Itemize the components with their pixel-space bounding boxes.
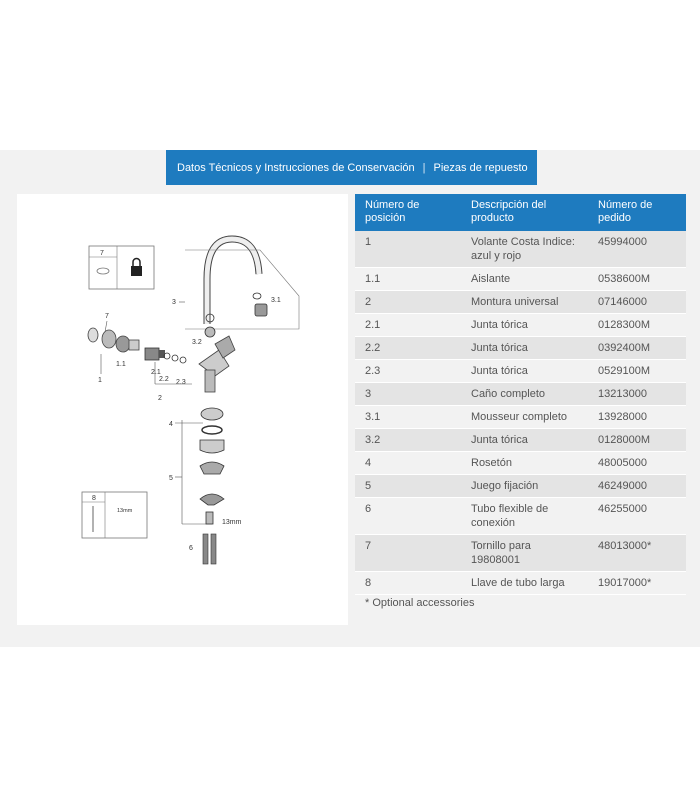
table-row	[355, 475, 686, 498]
label-3-1: 3.1	[271, 297, 281, 304]
table-row	[355, 383, 686, 406]
cell-description: Caño completo	[461, 383, 588, 406]
label-2: 2	[158, 395, 162, 402]
label-4: 4	[169, 421, 173, 428]
spout-assembly	[172, 239, 299, 346]
label-7-inset: 7	[100, 250, 104, 257]
diagram-svg	[17, 194, 348, 625]
header-position: Número de posición	[355, 194, 461, 231]
cell-position: 3	[355, 383, 461, 406]
table-row	[355, 337, 686, 360]
cell-order-number: 48005000	[588, 452, 686, 475]
table-header-row	[355, 194, 686, 231]
spare-parts-table	[355, 194, 686, 595]
cell-description: Aislante	[461, 268, 588, 291]
cell-position: 7	[355, 535, 461, 572]
cell-order-number: 13213000	[588, 383, 686, 406]
cell-position: 3.2	[355, 429, 461, 452]
table-row	[355, 452, 686, 475]
label-8: 8	[92, 495, 96, 502]
table-row	[355, 429, 686, 452]
table-row	[355, 360, 686, 383]
fixing-set	[169, 420, 242, 526]
label-1-1: 1.1	[116, 361, 126, 368]
table-row	[355, 498, 686, 535]
cell-position: 1.1	[355, 268, 461, 291]
lock-icon	[131, 259, 142, 277]
header-description: Descripción del producto	[461, 194, 588, 231]
parts-table-container	[355, 194, 686, 595]
cell-description: Mousseur completo	[461, 406, 588, 429]
label-1: 1	[98, 377, 102, 384]
inset-box-8	[82, 492, 147, 538]
cell-order-number: 0538600M	[588, 268, 686, 291]
table-row	[355, 314, 686, 337]
inset-box-7	[89, 246, 154, 289]
cell-description: Junta tórica	[461, 360, 588, 383]
label-13mm-wrench: 13mm	[117, 508, 133, 514]
label-13mm-nut: 13mm	[222, 519, 242, 526]
cell-order-number: 13928000	[588, 406, 686, 429]
cell-position: 2	[355, 291, 461, 314]
table-row	[355, 572, 686, 595]
cell-order-number: 0529100M	[588, 360, 686, 383]
cell-position: 3.1	[355, 406, 461, 429]
table-row	[355, 291, 686, 314]
cell-description: Llave de tubo larga	[461, 572, 588, 595]
cell-order-number: 07146000	[588, 291, 686, 314]
cell-position: 1	[355, 231, 461, 268]
cell-position: 2.3	[355, 360, 461, 383]
tab-datos-tecnicos[interactable]: Datos Técnicos y Instrucciones de Conservación	[177, 161, 415, 174]
header-order-number: Número de pedido	[588, 194, 686, 231]
tab-bar	[166, 150, 537, 185]
cell-position: 6	[355, 498, 461, 535]
cell-order-number: 0128000M	[588, 429, 686, 452]
table-row	[355, 231, 686, 268]
flexible-hoses	[189, 534, 216, 564]
cell-position: 8	[355, 572, 461, 595]
rosette	[169, 408, 223, 434]
label-3: 3	[172, 299, 176, 306]
cell-order-number: 0128300M	[588, 314, 686, 337]
cell-position: 5	[355, 475, 461, 498]
label-7: 7	[105, 313, 109, 320]
cell-description: Junta tórica	[461, 314, 588, 337]
table-body	[355, 231, 686, 595]
cell-description: Junta tórica	[461, 429, 588, 452]
tab-piezas-de-repuesto[interactable]: Piezas de repuesto	[433, 161, 528, 174]
label-2-3: 2.3	[176, 379, 186, 386]
cell-position: 2.2	[355, 337, 461, 360]
exploded-parts-diagram	[17, 194, 348, 625]
handle-assembly	[88, 313, 139, 384]
tap-body	[199, 336, 235, 392]
cell-description: Volante Costa Indice: azul y rojo	[461, 231, 588, 268]
label-2-1: 2.1	[151, 369, 161, 376]
cell-position: 4	[355, 452, 461, 475]
cartridge-assembly	[145, 348, 192, 402]
cell-order-number: 46249000	[588, 475, 686, 498]
footnote-optional-accessories: * Optional accessories	[365, 597, 475, 609]
cell-description: Tornillo para 19808001	[461, 535, 588, 572]
label-5: 5	[169, 475, 173, 482]
cell-order-number: 19017000*	[588, 572, 686, 595]
cell-description: Rosetón	[461, 452, 588, 475]
label-2-2: 2.2	[159, 376, 169, 383]
cell-description: Montura universal	[461, 291, 588, 314]
cell-order-number: 0392400M	[588, 337, 686, 360]
tab-separator: |	[422, 161, 426, 174]
cell-description: Tubo flexible de conexión	[461, 498, 588, 535]
cell-order-number: 46255000	[588, 498, 686, 535]
cell-description: Juego fijación	[461, 475, 588, 498]
table-row	[355, 268, 686, 291]
table-row	[355, 406, 686, 429]
table-row	[355, 535, 686, 572]
cell-order-number: 48013000*	[588, 535, 686, 572]
cell-position: 2.1	[355, 314, 461, 337]
cell-description: Junta tórica	[461, 337, 588, 360]
cell-order-number: 45994000	[588, 231, 686, 268]
label-3-2: 3.2	[192, 339, 202, 346]
label-6: 6	[189, 545, 193, 552]
